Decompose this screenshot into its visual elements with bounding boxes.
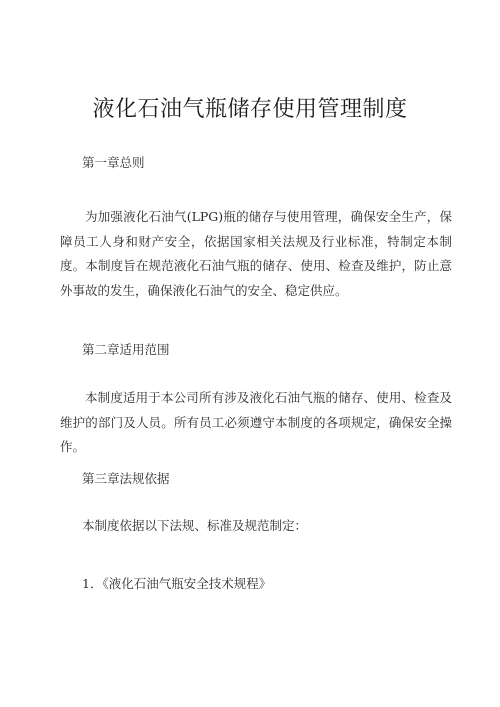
document-title: 液化石油气瓶储存使用管理制度 bbox=[92, 97, 408, 122]
chapter-1-paragraph: 为加强液化石油气(LPG)瓶的储存与使用管理，确保安全生产，保障员工人身和财产安全，依据国家相关法规及行业标准，特制定本制度。本制度旨在规范液化石油气瓶的储存、使用、检查及维护，防止意外事故的发生，确保液化石油气的安全、稳定供应。 bbox=[60, 209, 452, 298]
chapter-3-paragraph: 本制度依据以下法规、标准及规范制定： bbox=[82, 518, 308, 533]
chapter-1-heading: 第一章总则 bbox=[82, 155, 145, 170]
chapter-2-paragraph: 本制度适用于本公司所有涉及液化石油气瓶的储存、使用、检查及维护的部门及人员。所有员工必须遵守本制度的各项规定，确保安全操作。 bbox=[60, 390, 452, 454]
regulation-list-item: 1．《液化石油气瓶安全技术规程》 bbox=[82, 576, 272, 591]
chapter-2-heading: 第二章适用范围 bbox=[82, 342, 170, 357]
chapter-3-heading: 第三章法规依据 bbox=[82, 471, 170, 486]
